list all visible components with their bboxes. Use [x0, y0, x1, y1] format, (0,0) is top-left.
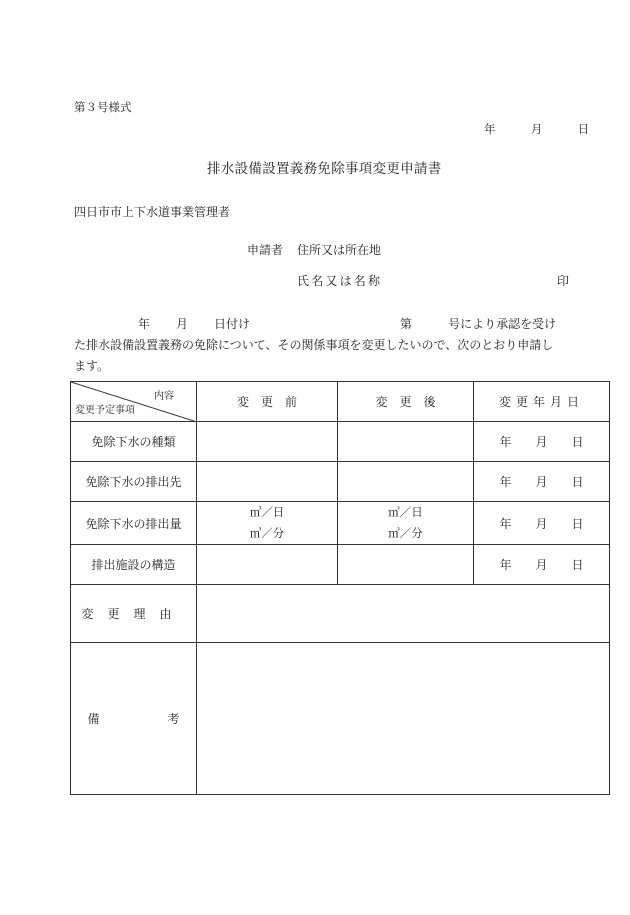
- corner-bottom-label: 変更予定事項: [75, 405, 135, 416]
- change-items-table: [70, 381, 610, 795]
- before-cell[interactable]: [197, 545, 338, 585]
- table-row: [71, 462, 610, 502]
- col-after-header: 変 更 後: [338, 382, 474, 422]
- body-dated: 日付け: [214, 317, 251, 331]
- body-line-2: た排水設備設置義務の免除について、その関係事項を変更したいので、次のとおり申請し: [74, 338, 554, 352]
- after-cell[interactable]: [338, 422, 474, 462]
- body-year: 年: [138, 317, 151, 331]
- reason-row: [71, 585, 610, 643]
- remarks-label-left: 備: [87, 712, 100, 726]
- body-month: 月: [176, 317, 189, 331]
- form-number: 第３号様式: [74, 100, 132, 114]
- after-cell[interactable]: [338, 462, 474, 502]
- change-date-cell[interactable]: 年 月 日: [474, 502, 610, 545]
- table-header-row: [71, 382, 610, 422]
- remarks-row: [71, 643, 610, 795]
- table-row: [71, 422, 610, 462]
- before-volume-cell[interactable]: [197, 502, 338, 545]
- table-row: [71, 545, 610, 585]
- change-date-cell[interactable]: 年 月 日: [474, 545, 610, 585]
- document-title: 排水設備設置義務免除事項変更申請書: [207, 161, 442, 177]
- addressee: 四日市市上下水道事業管理者: [74, 205, 231, 219]
- seal-mark: 印: [557, 274, 570, 288]
- unit-per-minute: ㎥／分: [249, 526, 285, 540]
- corner-header-cell: [71, 382, 197, 422]
- applicant-address-label: 住所又は所在地: [297, 243, 382, 257]
- row-label-type: 免除下水の種類: [71, 422, 197, 462]
- col-date-header: 変更年月日: [474, 382, 610, 422]
- body-line-1: [74, 314, 574, 335]
- body-line-3: ます。: [74, 359, 110, 373]
- change-date-cell[interactable]: 年 月 日: [474, 462, 610, 502]
- row-label-structure: 排出施設の構造: [71, 545, 197, 585]
- change-date-cell[interactable]: 年 月 日: [474, 422, 610, 462]
- request-body: [74, 314, 574, 377]
- unit-per-day: ㎥／日: [249, 505, 285, 519]
- body-line1-rest: 号により承認を受け: [448, 317, 557, 331]
- unit-per-day: ㎥／日: [388, 505, 423, 519]
- reason-input-cell[interactable]: [197, 585, 610, 643]
- table-row: [71, 502, 610, 545]
- after-cell[interactable]: [338, 545, 474, 585]
- unit-per-minute: ㎥／分: [388, 526, 423, 540]
- reason-label: 変更理由: [71, 585, 197, 643]
- remarks-label-right: 考: [167, 712, 180, 726]
- row-label-volume: 免除下水の排出量: [71, 502, 197, 545]
- applicant-name-label: 氏名又は名称: [297, 274, 383, 288]
- date-day-label: 日: [577, 122, 590, 136]
- corner-top-label: 内容: [154, 391, 174, 402]
- row-label-destination: 免除下水の排出先: [71, 462, 197, 502]
- before-cell[interactable]: [197, 422, 338, 462]
- before-cell[interactable]: [197, 462, 338, 502]
- remarks-label: [71, 643, 197, 795]
- after-volume-cell[interactable]: [338, 502, 474, 545]
- date-year-label: 年: [484, 122, 496, 136]
- application-date: [484, 124, 589, 136]
- col-before-header: 変 更 前: [197, 382, 338, 422]
- body-dai: 第: [400, 317, 413, 331]
- applicant-label: 申請者: [247, 243, 284, 257]
- remarks-input-cell[interactable]: [197, 643, 610, 795]
- date-month-label: 月: [530, 122, 543, 136]
